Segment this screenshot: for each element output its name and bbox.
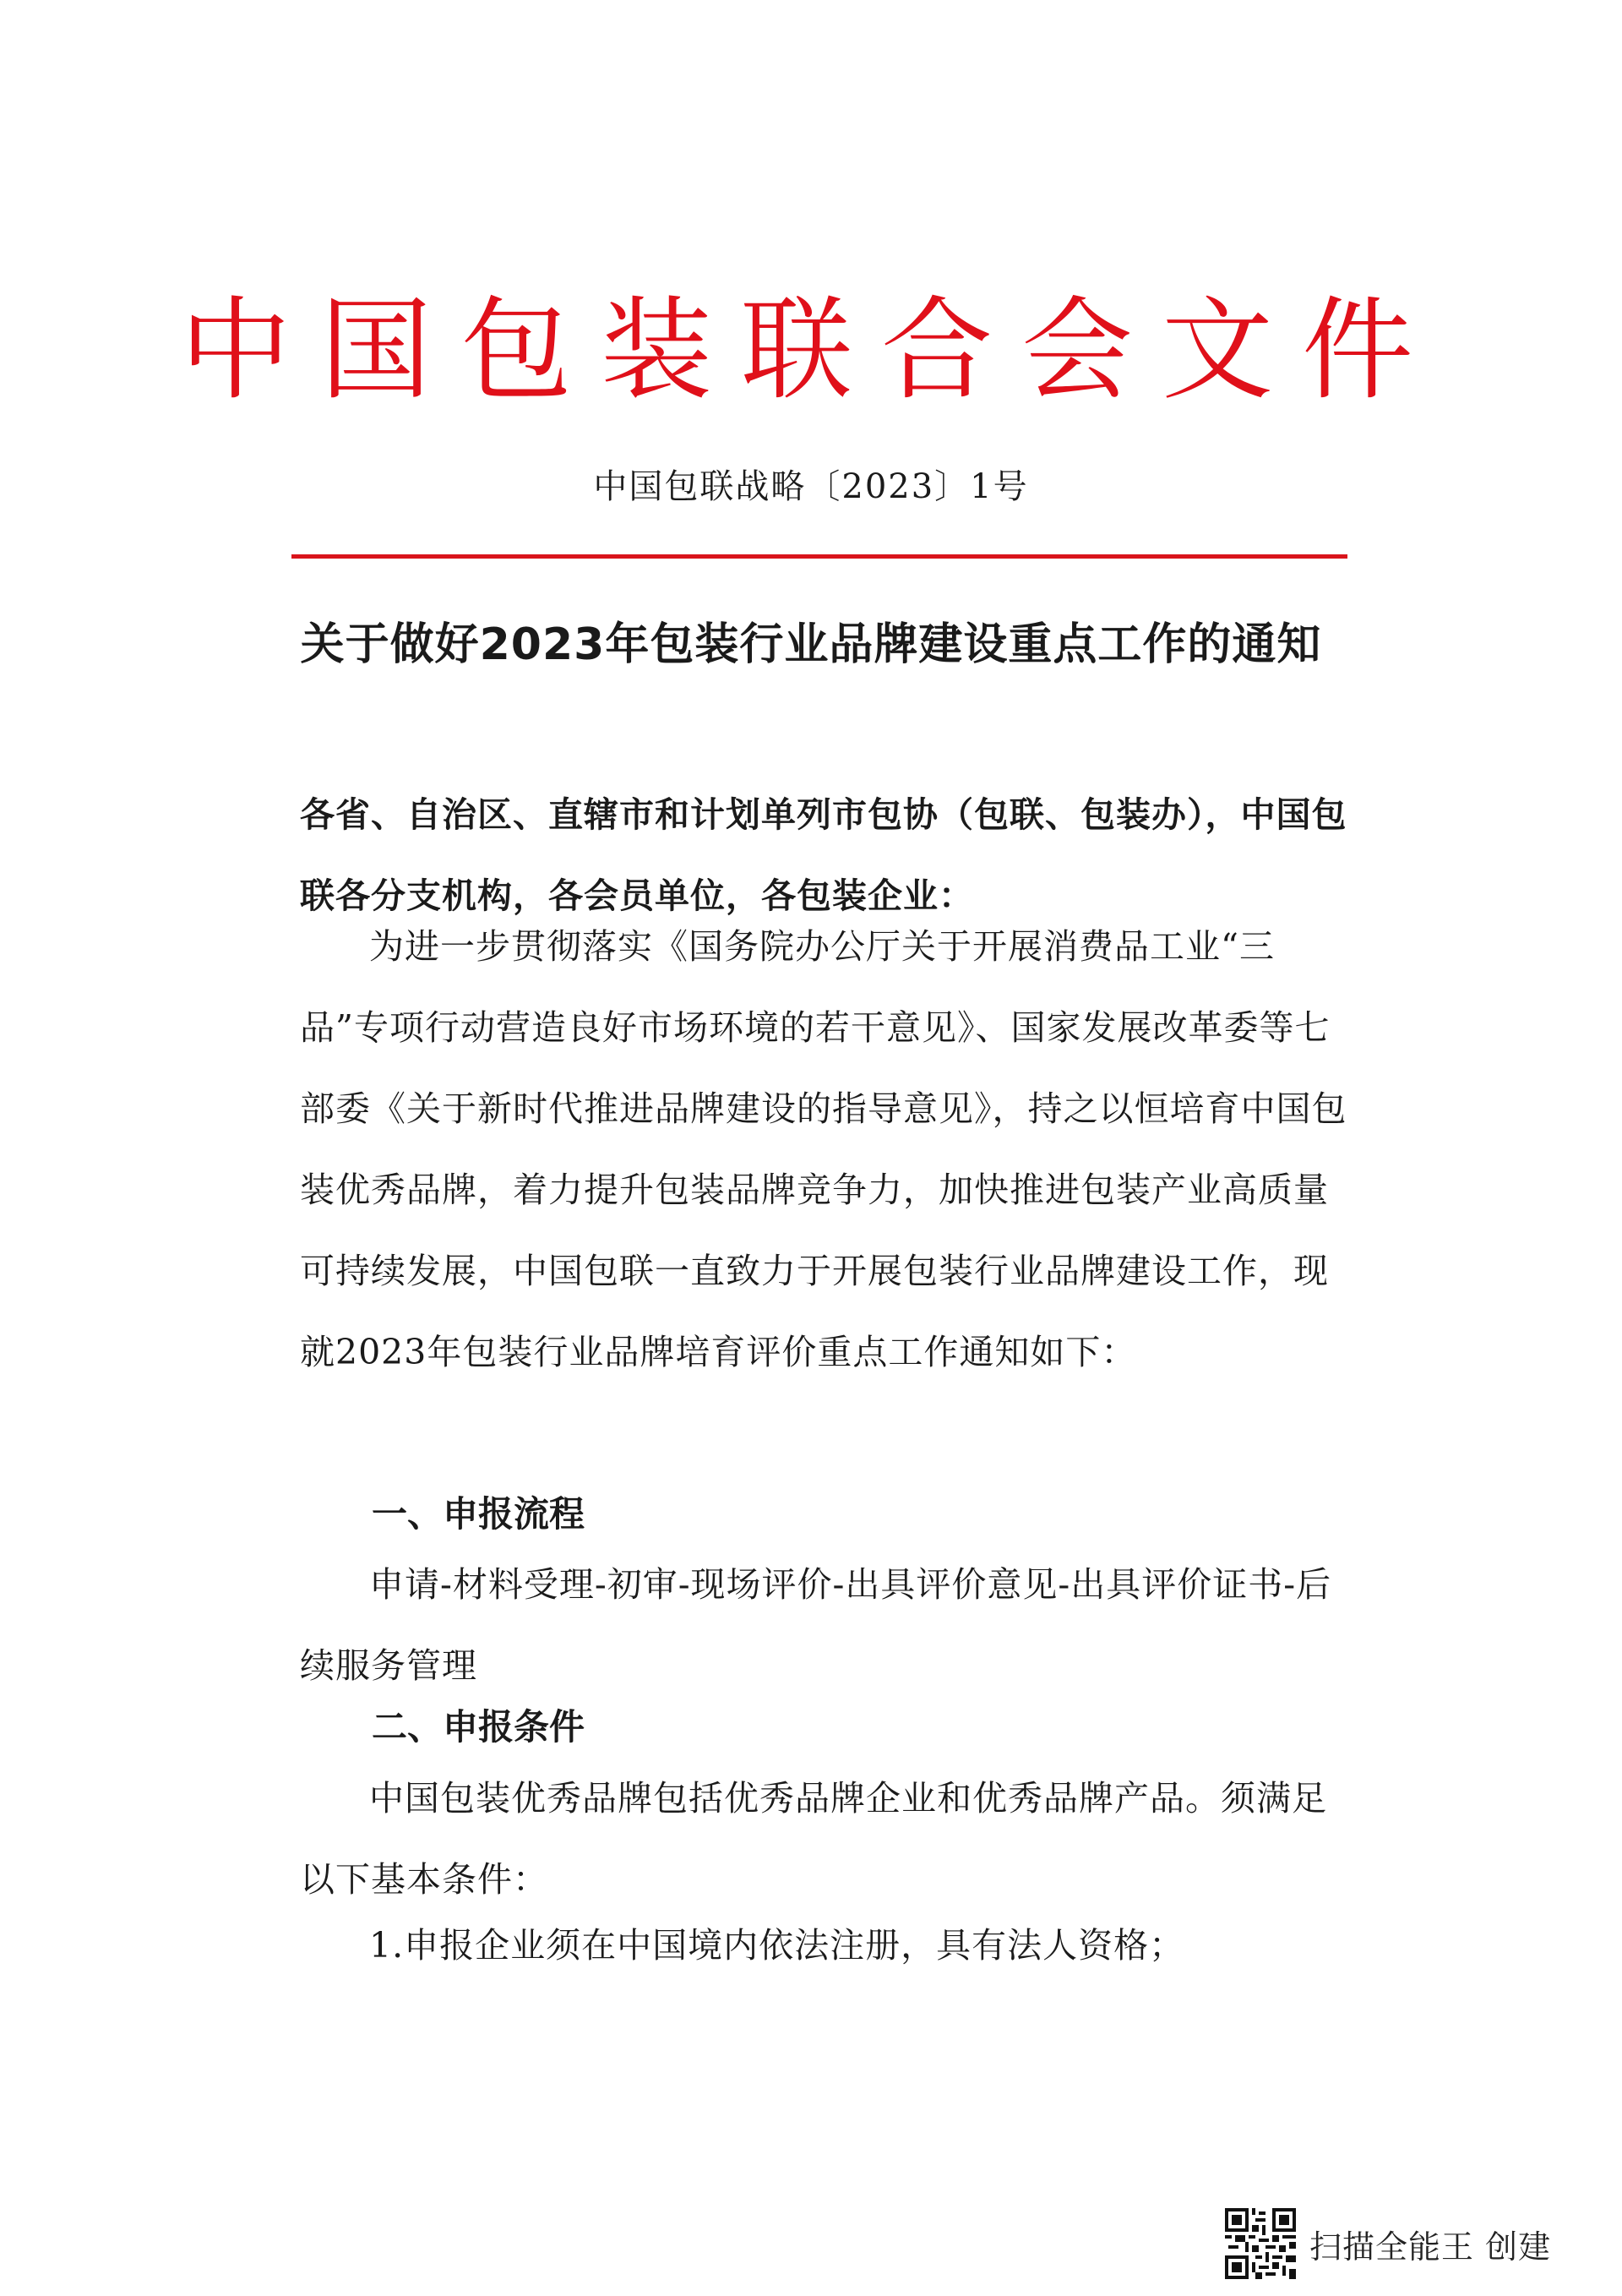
qr-code-icon [1225,2208,1296,2279]
notice-title: 关于做好2023年包装行业品牌建设重点工作的通知 [300,619,1322,670]
section-heading-application-process: 一、申报流程 [372,1493,585,1535]
section-text-application-process: 申请-材料受理-初审-现场评价-出具评价意见-出具评价证书-后续服务管理 [300,1564,1332,1686]
red-divider [291,554,1347,559]
addressee: 各省、自治区、直辖市和计划单列市包协（包联、包装办），中国包联各分支机构，各会员单位，各包装企业： [300,794,1347,916]
scanner-text: 扫描全能王 创建 [1309,2228,1552,2266]
condition-item-1: 1.申报企业须在中国境内依法注册，具有法人资格； [369,1925,1185,1966]
section-text-application-conditions: 中国包装优秀品牌包括优秀品牌企业和优秀品牌产品。须满足以下基本条件： [300,1778,1327,1900]
doc-number: 中国包联战略〔2023〕1号 [593,467,1029,506]
section-heading-application-conditions: 二、申报条件 [372,1706,585,1748]
scanner-watermark [1225,2207,1551,2280]
intro-paragraph: 为进一步贯彻落实《国务院办公厅关于开展消费品工业“三品”专项行动营造良好市场环境的若干意见》、国家发展改革委等七部委《关于新时代推进品牌建设的指导意见》，持之以恒培育中国包装优秀品牌，着力提升包装品牌竞争力，加快推进包装产业高质量可持续发展，中国包联一直致力于开展包装行业品牌建设工作，现就2023年包装行业品牌培育评价重点工作通知如下： [300,926,1347,1372]
org-title: 中国包装联合会文件 [180,286,1442,416]
